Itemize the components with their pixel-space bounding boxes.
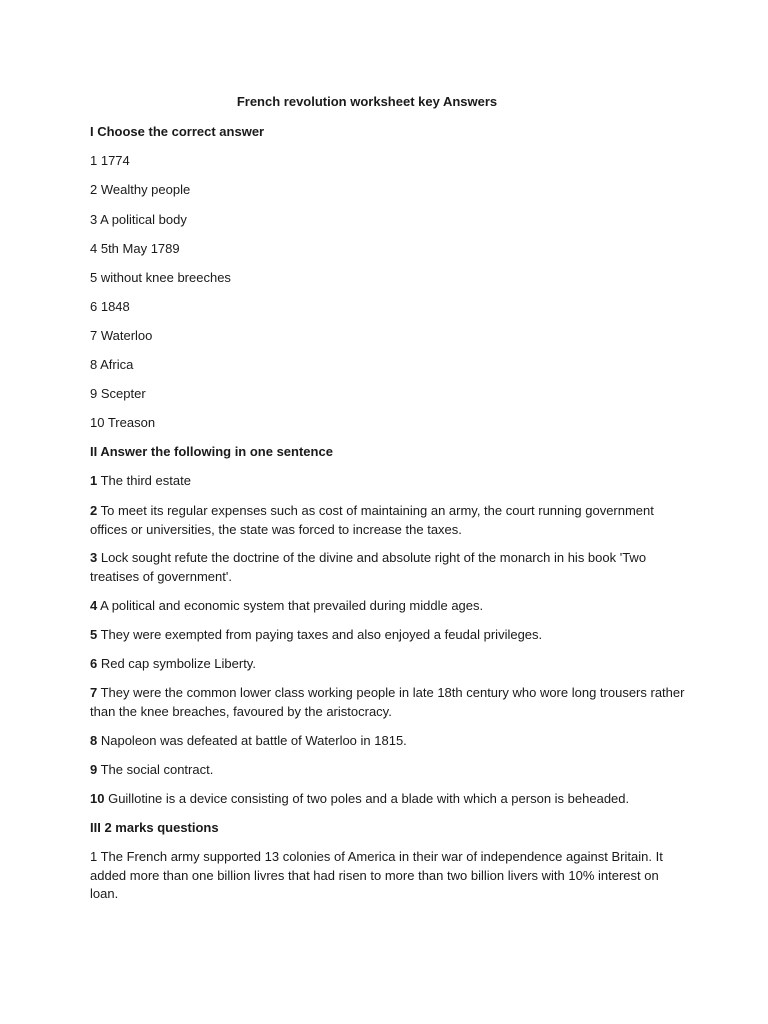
answer-item bbox=[90, 626, 690, 645]
answer-item: 1 The French army supported 13 colonies of America in their war of independence against Britain. It added more than one billion livres that had risen to more than two billion livers with 10% interest on loan. bbox=[90, 849, 663, 901]
page-title: French revolution worksheet key Answers bbox=[236, 94, 498, 109]
answer-item: 7 Waterloo bbox=[90, 328, 153, 343]
answer-item bbox=[90, 472, 690, 491]
answer-item: 6 1848 bbox=[90, 299, 130, 314]
section-1-heading: I Choose the correct answer bbox=[90, 124, 265, 139]
item-text: The social contract. bbox=[97, 762, 214, 777]
answer-item bbox=[90, 732, 690, 751]
item-text: Lock sought refute the doctrine of the divine and absolute right of the monarch in his book 'Two treatises of government'. bbox=[90, 550, 647, 584]
item-number: 8 bbox=[90, 733, 98, 748]
answer-item bbox=[90, 761, 690, 780]
answer-item: 4 5th May 1789 bbox=[90, 241, 180, 256]
answer-item bbox=[90, 502, 690, 539]
item-number: 9 bbox=[90, 762, 98, 777]
item-text: Red cap symbolize Liberty. bbox=[97, 656, 256, 671]
item-number: 4 bbox=[90, 598, 98, 613]
item-number: 7 bbox=[90, 685, 98, 700]
answer-item bbox=[90, 549, 690, 586]
item-text: Napoleon was defeated at battle of Waterloo in 1815. bbox=[97, 733, 407, 748]
answer-item bbox=[90, 655, 690, 674]
answer-item: 10 Treason bbox=[90, 415, 156, 430]
section-2-heading: II Answer the following in one sentence bbox=[90, 444, 333, 459]
answer-item: 2 Wealthy people bbox=[90, 182, 191, 197]
answer-item bbox=[90, 790, 690, 809]
item-number: 10 bbox=[90, 791, 105, 806]
item-number: 6 bbox=[90, 656, 98, 671]
answer-item: 3 A political body bbox=[90, 212, 187, 227]
item-number: 1 bbox=[90, 473, 98, 488]
item-number: 2 bbox=[90, 503, 98, 518]
answer-item: 8 Africa bbox=[90, 357, 134, 372]
section-3-heading: III 2 marks questions bbox=[90, 820, 219, 835]
item-text: They were the common lower class working people in late 18th century who wore long trousers rather than the knee breaches, favoured by the aristocracy. bbox=[90, 685, 685, 719]
item-text: A political and economic system that prevailed during middle ages. bbox=[97, 598, 484, 613]
item-text: Guillotine is a device consisting of two poles and a blade with which a person is beheaded. bbox=[104, 791, 630, 806]
answer-item: 9 Scepter bbox=[90, 386, 146, 401]
answer-item: 1 1774 bbox=[90, 153, 130, 168]
answer-item bbox=[90, 684, 690, 721]
item-number: 3 bbox=[90, 550, 98, 565]
answer-item: 5 without knee breeches bbox=[90, 270, 231, 285]
item-text: The third estate bbox=[97, 473, 191, 488]
answer-item bbox=[90, 597, 690, 616]
item-text: They were exempted from paying taxes and also enjoyed a feudal privileges. bbox=[97, 627, 543, 642]
item-text: To meet its regular expenses such as cost of maintaining an army, the court running government offices or universities, the state was forced to increase the taxes. bbox=[90, 503, 654, 537]
item-number: 5 bbox=[90, 627, 98, 642]
